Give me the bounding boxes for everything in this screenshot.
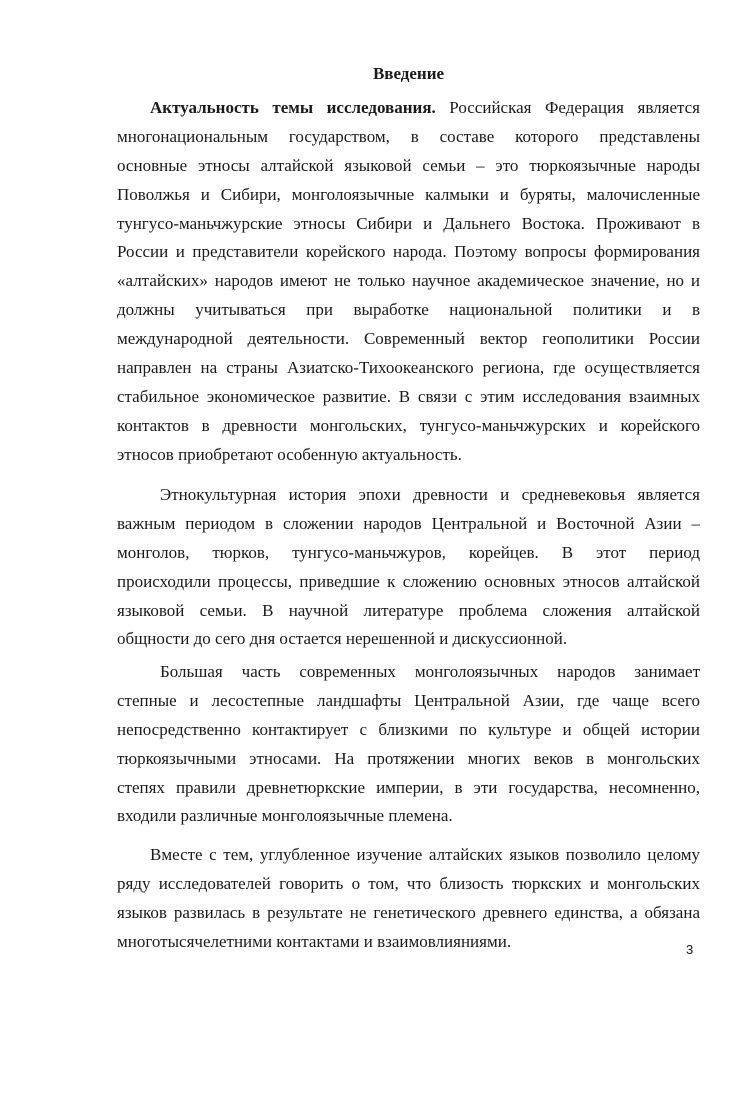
text-line: языков развилась в результате не генетического древнего единства, а обязана [117, 902, 700, 922]
text-line: тюркоязычными этносами. На протяжении многих веков в монгольских [117, 748, 700, 768]
text-line: международной деятельности. Современный вектор геополитики России [117, 329, 700, 349]
line-text: Российская Федерация является [435, 98, 700, 117]
paragraph-mongolic-peoples [117, 658, 700, 831]
text-line: Большая часть современных монголоязычных народов занимает [160, 662, 700, 681]
text-line: монголов, тюрков, тунгусо-маньчжуров, корейцев. В этот период [117, 542, 700, 562]
text-line: Этнокультурная история эпохи древности и средневековья является [160, 485, 700, 504]
text-line: основные этносы алтайской языковой семьи – это тюркоязычные народы [117, 155, 700, 175]
text-line: России и представители корейского народа. Поэтому вопросы формирования [117, 242, 700, 262]
text-line: тунгусо-маньчжурские этносы Сибири и Дальнего Востока. Проживают в [117, 213, 700, 233]
text-line: многотысячелетними контактами и взаимовлияниями. [117, 931, 512, 951]
text-line: стабильное экономическое развитие. В связи с этим исследования взаимных [117, 386, 700, 406]
text-line [117, 94, 700, 123]
text-line: общности до сего дня остается нерешенной и дискуссионной. [117, 629, 568, 649]
text-line: должны учитываться при выработке национальной политики и в [117, 300, 700, 320]
text-line: непосредственно контактирует с близкими по культуре и общей истории [117, 719, 700, 739]
text-line: происходили процессы, приведшие к сложению основных этносов алтайской [117, 571, 700, 591]
text-line: важным периодом в сложении народов Центральной и Восточной Азии – [117, 513, 700, 533]
text-line: Поволжья и Сибири, монголоязычные калмыки и буряты, малочисленные [117, 184, 700, 204]
text-line: степные и лесостепные ландшафты Центральной Азии, где чаще всего [117, 690, 700, 710]
text-line: направлен на страны Азиатско-Тихоокеанского региона, где осуществляется [117, 358, 700, 378]
paragraph-relevance [117, 94, 700, 470]
bold-lead: Актуальность темы исследования. [150, 98, 436, 117]
text-line: этносов приобретают особенную актуальность. [117, 444, 462, 464]
text-line: Вместе с тем, углубленное изучение алтайских языков позволило целому [150, 845, 700, 864]
text-line: степях правили древнетюркские империи, в эти государства, несомненно, [117, 777, 700, 797]
text-line: многонациональным государством, в составе которого представлены [117, 126, 700, 146]
section-title: Введение [372, 64, 445, 83]
text-line: «алтайских» народов имеют не только научное академическое значение, но и [117, 271, 700, 291]
text-line: контактов в древности монгольских, тунгусо-маньчжурских и корейского [117, 415, 700, 435]
text-line: ряду исследователей говорить о том, что близость тюркских и монгольских [117, 873, 700, 893]
text-line: входили различные монголоязычные племена. [117, 806, 453, 826]
page-number: 3 [686, 942, 694, 957]
text-line: языковой семьи. В научной литературе проблема сложения алтайской [117, 600, 700, 620]
paragraph-ethnocultural-history [117, 481, 700, 654]
paragraph-altaic-languages [117, 841, 700, 957]
